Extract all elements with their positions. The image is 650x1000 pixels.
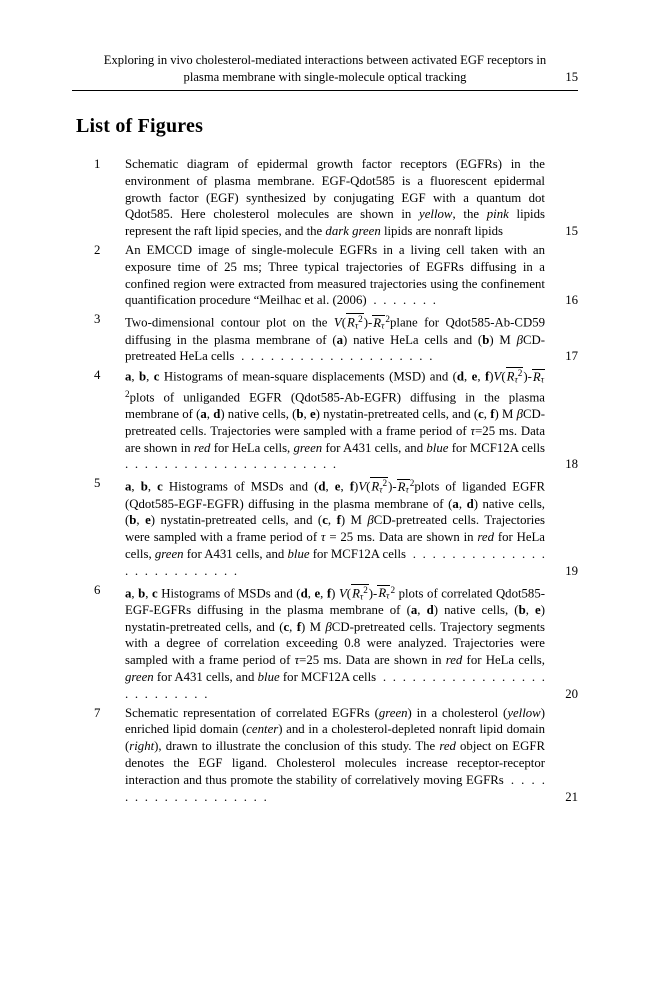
lof-entry	[72, 582, 578, 703]
figure-caption-text: Two-dimensional contour plot on the $V(R\tau^2)-R\tau^2plane$ for Qdot585-Ab-CD59 diffusing in the plasma membrane of (a) native HeLa cells and (b) M βCD-pretreated HeLa cells . . . . . . . . . . . . . . . . . . . .	[125, 314, 545, 364]
figure-page-number: 15	[565, 224, 578, 239]
figure-number: 5	[94, 476, 101, 491]
figure-number: 1	[94, 157, 101, 171]
document-page	[72, 0, 578, 805]
figure-number: 4	[94, 368, 101, 383]
running-header-line1: Exploring in vivo cholesterol-mediated interactions between activated EGF receptors in	[103, 53, 547, 67]
header-page-number: 15	[565, 70, 578, 84]
figure-number: 6	[94, 582, 101, 597]
figure-caption-text: An EMCCD image of single-molecule EGFRs in a living cell taken with an exposure time of 25 ms; Three typical trajectories of EGFRs diffusing in a confined region were extracted from measured trajectories using the confinement quantification procedure “Meilhac et al. (2006) . . . . . . .	[125, 242, 545, 308]
figure-page-number: 17	[565, 349, 578, 364]
figure-page-number: 21	[565, 789, 578, 804]
lof-entry	[72, 311, 578, 365]
running-header-line2: plasma membrane with single-molecule optical tracking	[183, 70, 467, 84]
lof-entry	[72, 242, 578, 309]
running-header	[72, 52, 578, 91]
figure-list	[72, 156, 578, 805]
lof-entry	[72, 705, 578, 806]
figure-caption-text: a, b, c Histograms of MSDs and (d, e, f) $V(R\tau^2)-R\tau^2$ plots of correlated Qdot585-EGF-EGFRs diffusing in the plasma membrane of (a, d) native cells, (b, e) nystatin-pretreated cells, and (c, f) M βCD-pretreated cells. Trajectory segments with a degree of correlation exceeding 0.8 were analyzed. Trajectories were sampled with a frame period of τ=25 ms. Data are shown in red for HeLa cells, green for A431 cells, and blue for MCF12A cells . . . . . . . . . . . . . . . . . . . . . . . . . .	[125, 584, 546, 701]
figure-number: 3	[94, 312, 101, 327]
figure-caption-text: a, b, c Histograms of mean-square displacements (MSD) and (d, e, $f)V(R\tau^2)-R\tau^2plots$ of unliganded EGFR (Qdot585-Ab-EGFR) diffusing in the plasma membrane of (a, d) native cells, (b, e) nystatin-pretreated cells, and (c, f) M βCD-pretreated cells. Trajectories were sampled with a frame period of τ=25 ms. Data are shown in red for HeLa cells, green for A431 cells, and blue for MCF12A cells . . . . . . . . . . . . . . . . . . . . . .	[125, 368, 546, 472]
figure-number: 7	[94, 705, 101, 720]
figure-caption-text: a, b, c Histograms of MSDs and (d, e, $f)V(R\tau^2)-R\tau^2plots$ of liganded EGFR (Qdot585-EGF-EGFR) diffusing in the plasma membrane of (a, d) native cells, (b, e) nystatin-pretreated cells, and (c, f) M βCD-pretreated cells. Trajectories were sampled with a frame period of τ = 25 ms. Data are shown in red for HeLa cells, green for A431 cells, and blue for MCF12A cells . . . . . . . . . . . . . . . . . . . . . . . . . .	[125, 478, 546, 578]
lof-entry	[72, 367, 578, 473]
page-title: List of Figures	[76, 115, 204, 137]
lof-entry	[72, 156, 578, 240]
figure-page-number: 20	[565, 686, 578, 701]
figure-caption-text: Schematic representation of correlated EGFRs (green) in a cholesterol (yellow) enriched lipid domain (center) and in a cholesterol-depleted nonraft lipid domain (right), drawn to illustrate the conclusion of this study. The red object on EGFR denotes the EGF ligand. Cholesterol molecules increase receptor-receptor interaction and thus promote the stability of correlatively moving EGFRs . . . . . . . . . . . . . . . . . . .	[125, 705, 546, 804]
lof-entry	[72, 475, 578, 579]
figure-page-number: 18	[565, 457, 578, 472]
figure-number: 2	[94, 242, 101, 257]
figure-caption-text: Schematic diagram of epidermal growth factor receptors (EGFRs) in the environment of plasma membrane. EGF-Qdot585 is a fluorescent epidermal growth factor (EGF) synthesized by conjugating EGF with a quantum dot Qdot585. Here cholesterol molecules are shown in yellow, the pink lipids represent the raft lipid species, and the dark green lipids are nonraft lipids	[125, 157, 545, 239]
figure-page-number: 19	[565, 563, 578, 578]
figure-page-number: 16	[565, 293, 578, 308]
